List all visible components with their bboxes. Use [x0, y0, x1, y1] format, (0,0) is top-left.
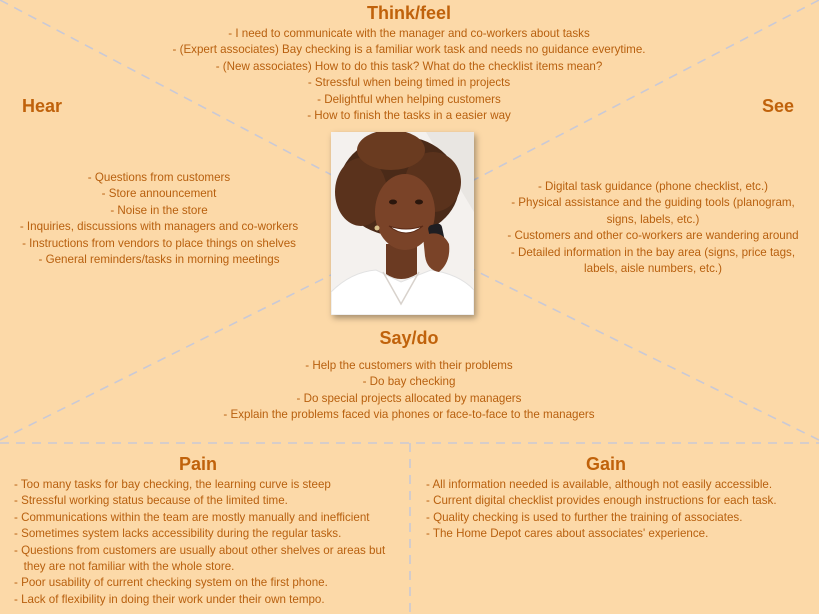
list-item: - How to finish the tasks in a easier way — [307, 109, 511, 123]
list-item: - Do bay checking — [362, 375, 456, 389]
list-item: they are not familiar with the whole store. — [14, 560, 235, 574]
list-item: - Help the customers with their problems — [305, 359, 513, 372]
see-title: See — [762, 96, 795, 116]
think-feel-list — [109, 26, 709, 124]
portrait-illustration — [331, 132, 474, 315]
list-item: - Digital task guidance (phone checklist, etc.) — [537, 180, 769, 193]
list-item: - I need to communicate with the manager and co-workers about tasks — [228, 27, 590, 40]
list-item: - Too many tasks for bay checking, the learning curve is steep — [14, 478, 331, 491]
think-feel-title: Think/feel — [366, 3, 451, 23]
list-item: - Sometimes system lacks accessibility during the regular tasks. — [14, 527, 342, 541]
list-item: - Customers and other co-workers are wandering around — [507, 229, 799, 243]
list-item: labels, aisle numbers, etc.) — [584, 262, 722, 276]
list-item: - Physical assistance and the guiding tools (planogram, — [511, 196, 795, 210]
pain-title: Pain — [178, 454, 217, 474]
pain-list — [14, 477, 406, 608]
list-item: - Stressful working status because of the limited time. — [14, 494, 288, 508]
list-item: - Do special projects allocated by managers — [296, 391, 522, 405]
say-do-title: Say/do — [379, 328, 439, 348]
gain-list — [426, 477, 816, 543]
list-item: - Inquiries, discussions with managers and co-workers — [19, 220, 299, 234]
hear-list — [0, 170, 318, 268]
list-item: - Store announcement — [101, 187, 217, 201]
list-item: - All information needed is available, although not easily accessible. — [426, 478, 773, 491]
list-item: - Questions from customers — [87, 171, 231, 184]
list-item: - Lack of flexibility in doing their work under their own tempo. — [14, 592, 325, 606]
list-item: - Noise in the store — [110, 203, 208, 217]
list-item: - The Home Depot cares about associates' experience. — [426, 527, 709, 541]
list-item: - Detailed information in the bay area (signs, price tags, — [510, 245, 796, 259]
list-item: signs, labels, etc.) — [606, 212, 700, 226]
person-on-phone-photo — [331, 132, 474, 315]
say-do-list — [109, 358, 709, 424]
list-item: - Delightful when helping customers — [317, 92, 501, 106]
list-item: - General reminders/tasks in morning meetings — [38, 253, 280, 267]
list-item: - Questions from customers are usually about other shelves or areas but — [14, 543, 386, 557]
list-item: - Poor usability of current checking system on the first phone. — [14, 576, 328, 590]
list-item: - Stressful when being timed in projects — [307, 76, 511, 90]
hear-title: Hear — [22, 96, 63, 116]
list-item: - (Expert associates) Bay checking is a familiar work task and needs no guidance everytime. — [172, 43, 646, 57]
list-item: - (New associates) How to do this task? What do the checklist items mean? — [215, 59, 603, 73]
list-item: - Instructions from vendors to place things on shelves — [22, 236, 296, 250]
list-item: - Explain the problems faced via phones or face-to-face to the managers — [223, 408, 595, 422]
see-list — [490, 179, 816, 277]
list-item: - Communications within the team are mostly manually and inefficient — [14, 510, 370, 524]
list-item: - Quality checking is used to further the training of associates. — [426, 510, 743, 524]
gain-title: Gain — [585, 454, 626, 474]
list-item: - Current digital checklist provides enough instructions for each task. — [426, 494, 777, 508]
